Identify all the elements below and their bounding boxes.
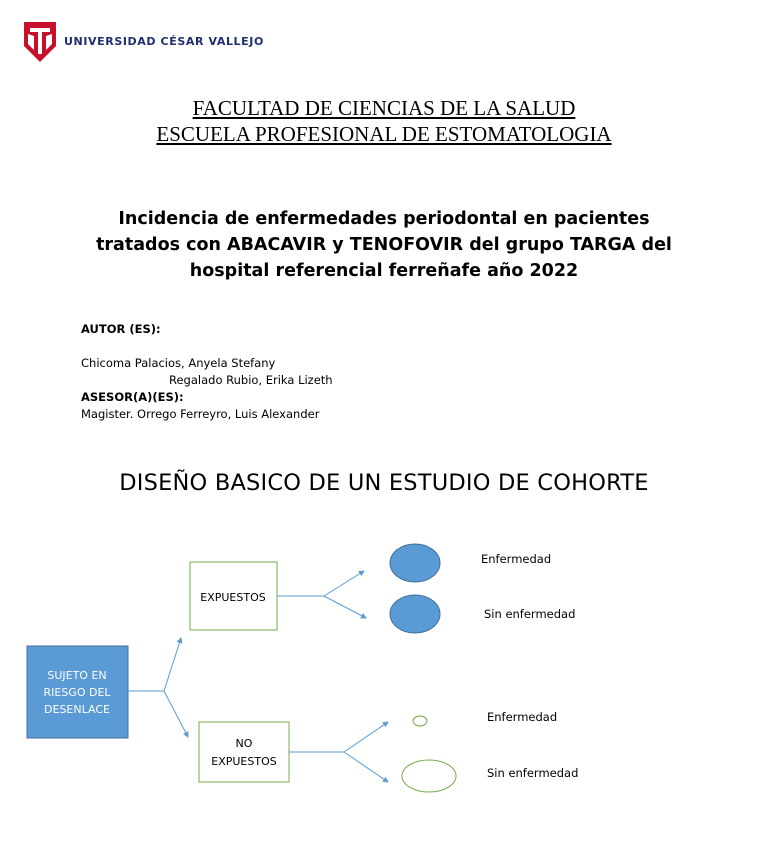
author-name: Chicoma Palacios, Anyela Stefany: [81, 356, 276, 370]
root-node-label: SUJETO EN: [47, 669, 107, 682]
arrow-to-unexposed-sick: [344, 722, 388, 752]
authors-heading: AUTOR (ES):: [81, 322, 161, 336]
arrow-to-exposed-healthy: [324, 596, 366, 618]
exposed-sick-label: Enfermedad: [481, 552, 552, 566]
exposed-sick-circle: [390, 544, 440, 582]
not-exposed-node-label: EXPUESTOS: [211, 755, 277, 768]
advisor-name: Magister. Orrego Ferreyro, Luis Alexander: [81, 407, 320, 421]
thesis-title-line: hospital referencial ferreñafe año 2022: [189, 261, 579, 281]
thesis-title-line: Incidencia de enfermedades periodontal en pacientes: [118, 209, 650, 229]
exposed-healthy-circle: [390, 595, 440, 633]
exposed-node-label: EXPUESTOS: [200, 591, 266, 604]
exposed-healthy-label: Sin enfermedad: [484, 607, 576, 621]
institution-name: UNIVERSIDAD CÉSAR VALLEJO: [64, 35, 264, 48]
arrow-to-exposed: [164, 638, 181, 691]
faculty-name: FACULTAD DE CIENCIAS DE LA SALUD: [192, 96, 576, 120]
author-name: Regalado Rubio, Erika Lizeth: [169, 373, 333, 387]
unexposed-sick-label: Enfermedad: [487, 710, 558, 724]
section-title: DISEÑO BASICO DE UN ESTUDIO DE COHORTE: [119, 470, 649, 496]
arrow-to-not-exposed: [164, 691, 188, 737]
root-node-label: RIESGO DEL: [43, 686, 111, 699]
arrow-to-exposed-sick: [324, 571, 364, 596]
not-exposed-node: [199, 722, 289, 782]
advisor-heading: ASESOR(A)(ES):: [81, 390, 184, 404]
thesis-title-line: tratados con ABACAVIR y TENOFOVIR del grupo TARGA del: [96, 235, 672, 255]
root-node-label: DESENLACE: [44, 703, 110, 716]
unexposed-healthy-label: Sin enfermedad: [487, 766, 579, 780]
not-exposed-node-label: NO: [235, 737, 253, 750]
unexposed-healthy-circle: [402, 760, 456, 792]
unexposed-sick-circle: [413, 716, 427, 726]
school-name: ESCUELA PROFESIONAL DE ESTOMATOLOGIA: [156, 122, 612, 146]
arrow-to-unexposed-healthy: [344, 752, 388, 782]
